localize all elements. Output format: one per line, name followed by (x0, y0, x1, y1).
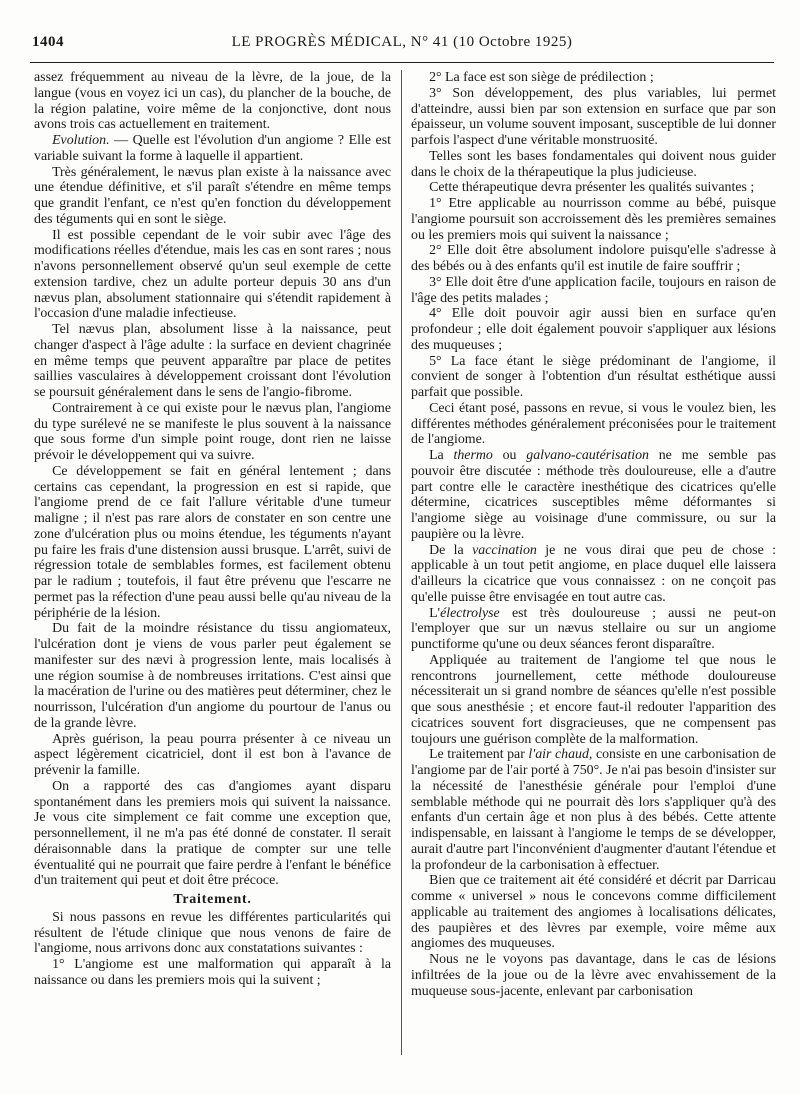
italic-term: vaccination (472, 542, 537, 558)
page-number: 1404 (32, 34, 64, 50)
paragraph: Très généralement, le nævus plan existe à la naissance avec une étendue définitive, et s'il paraît s'étendre en même temps que grandit l'enfant, ce n'est qu'en fonction du développement des téguments qui en sont le siège. (34, 164, 391, 227)
running-title: LE PROGRÈS MÉDICAL, N° 41 (10 Octobre 1925) (231, 34, 573, 50)
paragraph (411, 747, 776, 873)
paragraph: Du fait de la moindre résistance du tissu angiomateux, l'ulcération dont je viens de vous parler peut également se manifester sur des nævi à progression lente, mais localisés à une région soumise à de nombreuses irritations. C'est ainsi que la macération de l'urine ou des matières peut déterminer, chez le nourrisson, l'ulcération d'un angiome du pourtour de l'anus ou de la grande lèvre. (34, 621, 391, 731)
paragraph-continued: assez fréquemment au niveau de la lèvre, de la joue, de la langue (vous en voyez ici un cas), du plancher de la bouche, de la région palatine, voire même de la conjonctive, dont nous avons trois cas actuellement en traitement. (34, 70, 391, 133)
paragraph-text: je ne vous dirai que peu de chose : applicable à un tout petit angiome, en place duquel elle laissera d'ailleurs la cicatrice que vous connaissez : on ne conçoit pas qu'elle puisse être envisagée en tout autre cas. (411, 542, 776, 605)
paragraph: On a rapporté des cas d'angiomes ayant disparu spontanément dans les premiers mois qui suivent la naissance. Je vous cite simplement ce fait comme une exception que, personnellement, il ne m'a pas été donné de constater. Il serait déraisonnable dans la pratique de compter sur une telle éventualité qui ne pourrait que faire perdre à l'enfant le bénéfice d'un traitement qui peut et doit être précoce. (34, 778, 391, 889)
paragraph-text: Le traitement par (429, 747, 529, 763)
italic-term: galvano-cautérisation (526, 448, 649, 463)
italic-term: thermo (453, 448, 493, 463)
italic-lead: Evolution. (52, 133, 110, 148)
paragraph-text: est très douloureuse ; aussi ne peut-on l'employer que sur un nævus stellaire ou sur un angiome punctiforme qu'une ou deux séances feront disparaître. (411, 605, 776, 652)
section-heading: Traitement. (173, 892, 252, 907)
paragraph (411, 448, 776, 543)
paragraph: 2° La face est son siège de prédilection ; (429, 70, 654, 85)
italic-term: électrolyse (440, 605, 500, 621)
paragraph (411, 543, 776, 606)
paragraph: Nous ne le voyons pas davantage, dans le cas de lésions infiltrées de la joue ou de la lèvre avec envahissement de la muqueuse sous-jacente, enlevant par carbonisation (411, 952, 776, 999)
paragraph-text: ou (492, 448, 527, 463)
paragraph-text: De la (429, 542, 473, 558)
paragraph-text: ne me semble pas pouvoir être discutée : méthode très douloureuse, elle a d'autre part contre elle le caractère inesthétique des cicatrices qu'elle détermine, cicatrices susceptibles même déformantes si l'angiome siège au voisinage d'une commissure, ou sur la paupière ou la lèvre. (411, 448, 776, 542)
page-header (32, 34, 772, 54)
paragraph: 3° Son développement, des plus variables, lui permet d'atteindre, aussi bien par son extension en surface que par son épaisseur, un volume souvent imposant, susceptible de lui donner parfois l'aspect d'une véritable monstruosité. (411, 85, 776, 148)
paragraph-text: — Quelle est l'évolution d'un angiome ? Elle est variable suivant la forme à laquelle il appartient. (34, 133, 391, 164)
paragraph-text: La (429, 448, 454, 463)
paragraph: 4° Elle doit pouvoir agir aussi bien en surface qu'en profondeur ; elle doit également pouvoir s'appliquer aux lésions des muqueuses ; (411, 306, 776, 353)
italic-term: l'air chaud (528, 747, 589, 763)
paragraph: Ce développement se fait en général lentement ; dans certains cas cependant, la progression en est si rapide, que l'angiome prend de ce fait l'allure véritable d'une tumeur maligne ; il n'est pas rare alors de constater en son centre une zone d'ulcération plus ou moins étendue, les téguments n'ayant pu faire les frais d'une distension aussi brusque. L'arrêt, suivi de régression totale de semblables formes, est facilement obtenu par le radium ; toutefois, il faut être prévenu que l'escarre ne permet pas la réfection d'une peau aussi belle qu'au niveau de la périphérie de la lésion. (34, 463, 391, 621)
paragraph: 2° Elle doit être absolument indolore puisqu'elle s'adresse à des bébés ou à des enfants qu'il est inutile de faire souffrir ; (411, 243, 776, 274)
paragraph: Cette thérapeutique devra présenter les qualités suivantes ; (429, 180, 755, 196)
paragraph: Il est possible cependant de le voir subir avec l'âge des modifications réelles d'étendue, mais les cas en sont rares ; nous n'avons personnellement observé qu'un seul exemple de cette extension tardive, chez un adulte porteur depuis 30 ans d'un nævus plan, absolument stationnaire qui s'étendit rapidement à l'occasion d'une maladie infectieuse. (34, 227, 391, 322)
header-rule (30, 62, 774, 63)
paragraph: Telles sont les bases fondamentales qui doivent nous guider dans le choix de la thérapeutique la plus judicieuse. (411, 148, 776, 180)
right-column (411, 70, 776, 999)
paragraph: 1° L'angiome est une malformation qui apparaît à la naissance ou dans les premiers mois qui la suivent ; (34, 957, 391, 988)
paragraph: Si nous passons en revue les différentes particularités qui résultent de l'étude clinique que nous venons de faire de l'angiome, nous arrivons donc aux constatations suivantes : (34, 909, 391, 957)
paragraph: Appliquée au traitement de l'angiome tel que nous le rencontrons journellement, cette méthode douloureuse nécessiterait un si grand nombre de séances qu'elle n'est possible que sous anesthésie ; et encore faut-il redouter l'apparition des cicatrices souvent fort disgracieuses, que ne compensent pas toujours une guérison complète de la malformation. (411, 652, 776, 747)
paragraph: 5° La face étant le siège prédominant de l'angiome, il convient de songer à l'obtention d'un résultat esthétique aussi parfait que possible. (411, 353, 776, 400)
paragraph (411, 606, 776, 653)
paragraph (34, 133, 391, 165)
left-column (34, 70, 391, 989)
paragraph-text: L' (429, 605, 441, 621)
paragraph: 1° Etre applicable au nourrisson comme au bébé, puisque l'angiome poursuit son accroissement dès les premières semaines ou les premiers mois qui suivent la naissance ; (411, 196, 776, 243)
paragraph: Ceci étant posé, passons en revue, si vous le voulez bien, les différentes méthodes généralement préconisées pour le traitement de l'angiome. (411, 400, 776, 448)
paragraph-text: , consiste en une carbonisation de l'angiome par de l'air porté à 750°. Je n'ai pas besoin d'insister sur la nécessité de l'anesthésie générale pour l'emploi d'une semblable méthode qui ne pourrait dès lors s'appliquer qu'à des enfants d'un certain âge et non plus à des bébés. Cette attente indispensable, en laissant à l'angiome le temps de se développer, aurait d'autre part l'inconvénient d'augmenter d'autant l'étendue et la profondeur de la carbonisation à effectuer. (411, 747, 776, 873)
paragraph: Tel nævus plan, absolument lisse à la naissance, peut changer d'aspect à l'âge adulte : la surface en devient chagrinée en même temps que peuvent apparaître par place de petites saillies vasculaires à développement croissant dont l'évolution se poursuit généralement dans le sens de l'angio-fibrome. (34, 322, 391, 400)
paragraph: Après guérison, la peau pourra présenter à ce niveau un aspect légèrement cicatriciel, dont il est bon à l'avance de prévenir la famille. (34, 731, 391, 778)
paragraph: Contrairement à ce qui existe pour le nævus plan, l'angiome du type surélevé ne se manifeste le plus souvent à la naissance que sous forme d'un simple point rouge, dont rien ne laisse prévoir le développement qui va suivre. (34, 400, 391, 463)
column-divider (401, 70, 402, 1055)
paragraph: 3° Elle doit être d'une application facile, toujours en raison de l'âge des petits malades ; (411, 274, 776, 306)
paragraph: Bien que ce traitement ait été considéré et décrit par Darricau comme « universel » nous le concevons comme difficilement applicable au traitement des angiomes à localisations délicates, des paupières et des lèvres par exemple, voire même aux angiomes des muqueuses. (411, 873, 776, 952)
